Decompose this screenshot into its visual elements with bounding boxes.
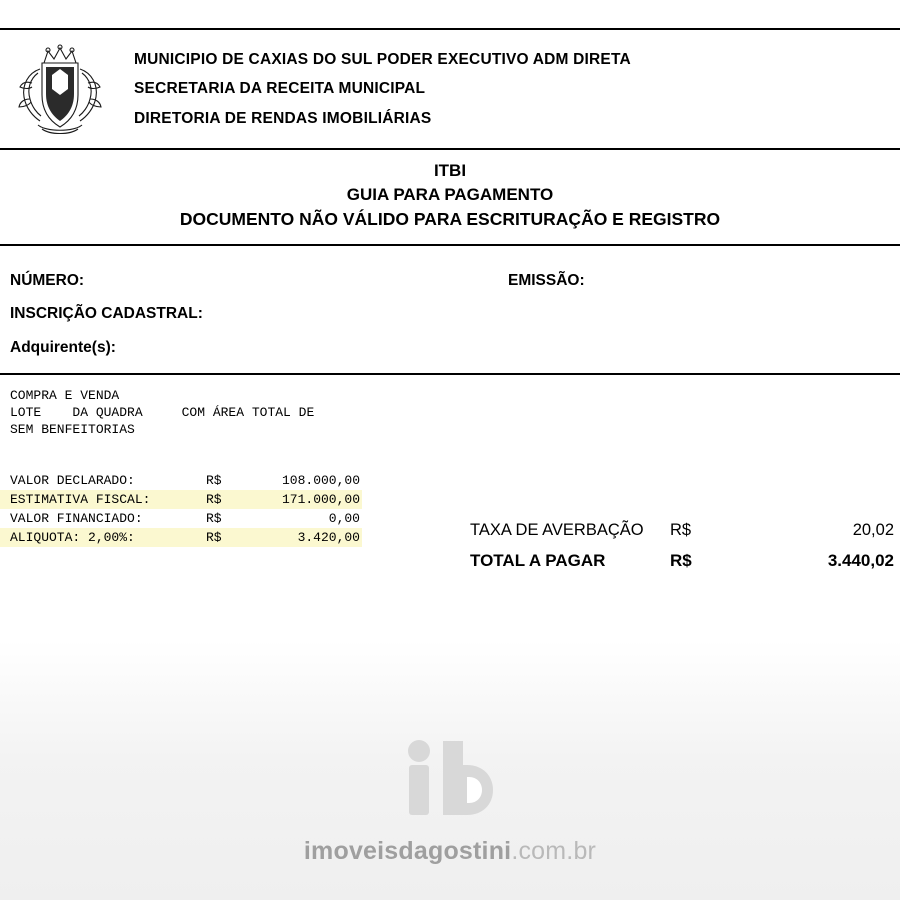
value-amount: 171.000,00 xyxy=(281,492,360,508)
value-row-valor-financiado xyxy=(0,509,362,528)
total-currency: R$ xyxy=(670,521,692,540)
description-line-2: LOTE DA QUADRA COM ÁREA TOTAL DE xyxy=(10,405,315,421)
coat-of-arms-icon xyxy=(12,39,108,139)
document-title-block xyxy=(0,150,900,246)
totals-block xyxy=(470,521,896,581)
total-currency: R$ xyxy=(670,551,692,571)
watermark-tld: .com.br xyxy=(511,837,597,865)
total-amount: 20,02 xyxy=(852,521,894,540)
value-row-valor-declarado xyxy=(0,471,362,490)
watermark-brand: imoveisdagostini xyxy=(303,837,512,865)
watermark xyxy=(0,735,900,866)
value-currency: R$ xyxy=(206,530,222,546)
value-label: ESTIMATIVA FISCAL: xyxy=(10,492,151,508)
fields-block xyxy=(0,246,900,375)
value-amount: 0,00 xyxy=(328,511,360,527)
total-label: TOTAL A PAGAR xyxy=(470,551,606,571)
description-line-3: SEM BENFEITORIAS xyxy=(10,422,135,438)
field-inscricao-label: INSCRIÇÃO CADASTRAL: xyxy=(10,305,203,323)
total-amount: 3.440,02 xyxy=(827,551,894,571)
value-currency: R$ xyxy=(206,511,222,527)
total-row-total-a-pagar xyxy=(470,551,896,581)
total-row-taxa-averbacao xyxy=(470,521,896,551)
value-amount: 3.420,00 xyxy=(297,530,360,546)
header-line-1: MUNICIPIO DE CAXIAS DO SUL PODER EXECUTIVO ADM DIRETA xyxy=(134,50,631,68)
header-text-lines xyxy=(120,30,900,148)
field-numero-label: NÚMERO: xyxy=(10,272,85,290)
title-aviso-nao-valido: DOCUMENTO NÃO VÁLIDO PARA ESCRITURAÇÃO E REGISTRO xyxy=(179,209,721,230)
value-row-aliquota xyxy=(0,528,362,547)
document-header xyxy=(0,30,900,150)
field-emissao-label: EMISSÃO: xyxy=(508,272,585,290)
field-adquirentes-label: Adquirente(s): xyxy=(10,339,116,357)
value-currency: R$ xyxy=(206,492,222,508)
value-currency: R$ xyxy=(206,473,222,489)
watermark-text xyxy=(0,837,900,866)
values-area xyxy=(0,471,900,591)
value-label: VALOR DECLARADO: xyxy=(10,473,135,489)
crest-cell xyxy=(0,30,120,148)
total-label: TAXA DE AVERBAÇÃO xyxy=(470,521,644,540)
description-line-1: COMPRA E VENDA xyxy=(10,388,120,404)
title-itbi: ITBI xyxy=(433,161,467,180)
property-description xyxy=(0,375,900,471)
title-guia-pagamento: GUIA PARA PAGAMENTO xyxy=(346,185,554,205)
value-label: ALIQUOTA: 2,00%: xyxy=(10,530,135,546)
document-frame xyxy=(0,28,900,591)
value-amount: 108.000,00 xyxy=(281,473,360,489)
header-line-2: SECRETARIA DA RECEITA MUNICIPAL xyxy=(134,80,426,98)
header-line-3: DIRETORIA DE RENDAS IMOBILIÁRIAS xyxy=(134,109,432,127)
values-table xyxy=(0,471,362,547)
id-monogram-logo-icon xyxy=(391,735,509,831)
value-label: VALOR FINANCIADO: xyxy=(10,511,143,527)
value-row-estimativa-fiscal xyxy=(0,490,362,509)
